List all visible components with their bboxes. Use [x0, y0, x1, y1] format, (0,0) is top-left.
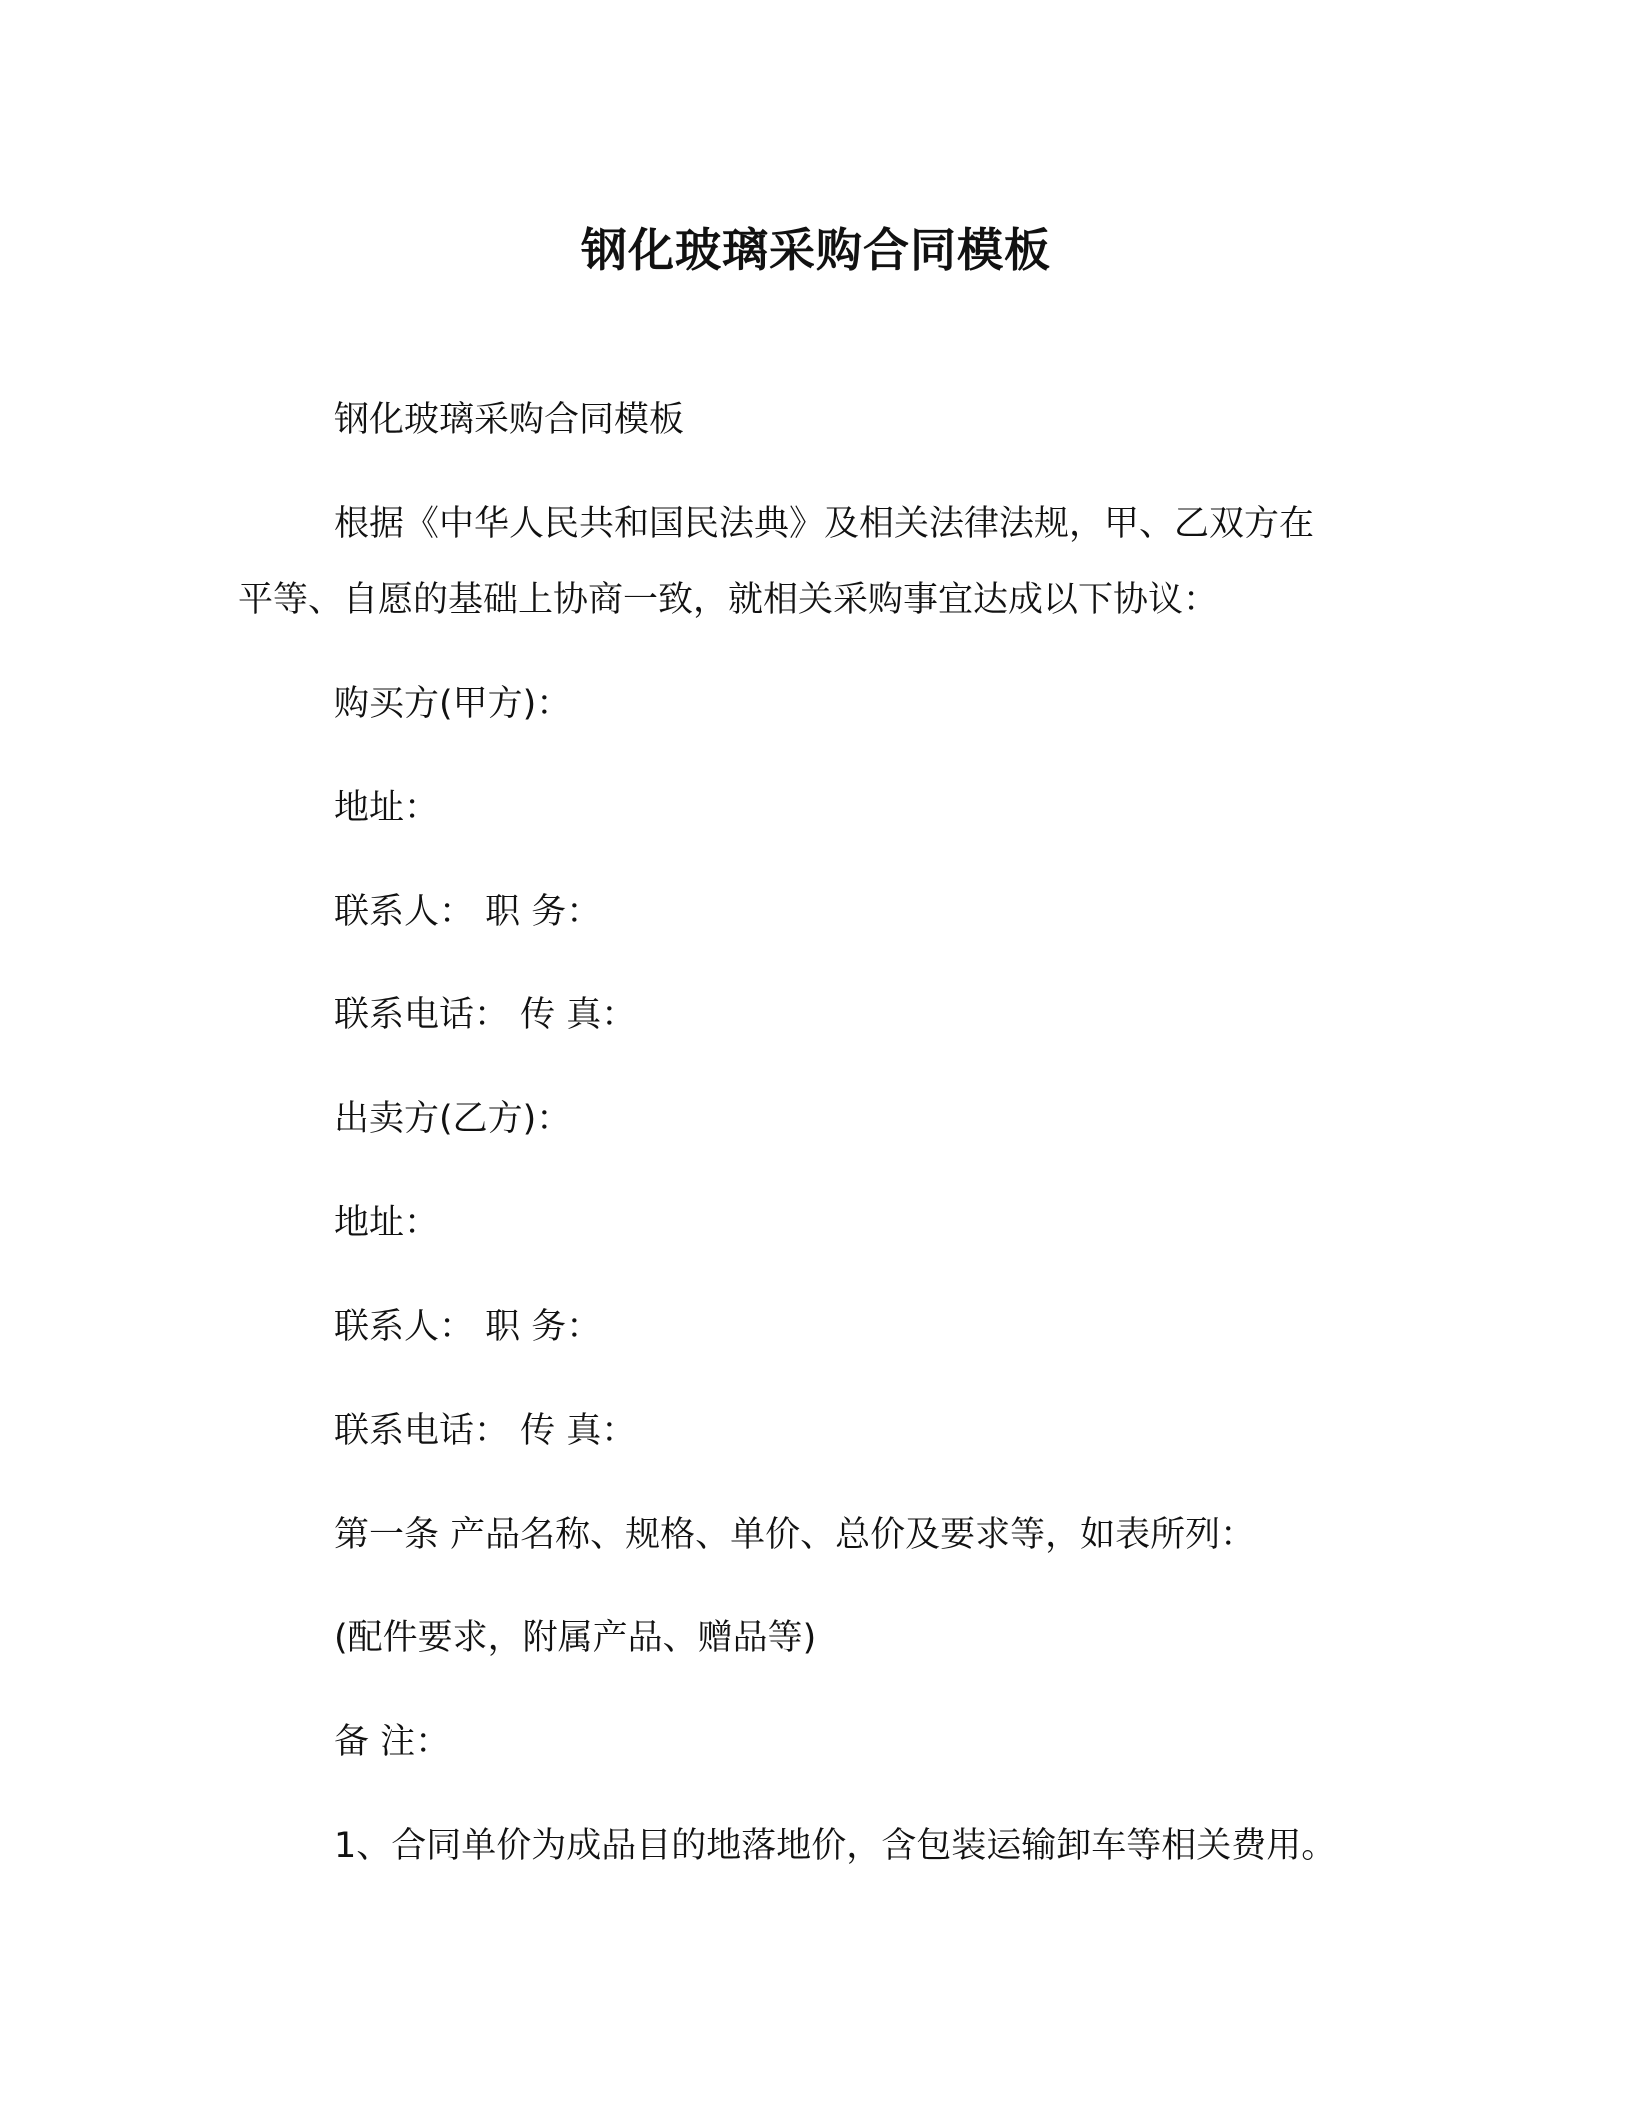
- remark-1: 1、合同单价为成品目的地落地价，含包装运输卸车等相关费用。: [334, 1826, 1337, 1866]
- intro-paragraph-line-1: 根据《中华人民共和国民法典》及相关法律法规，甲、乙双方在: [334, 504, 1315, 544]
- article-1: 第一条 产品名称、规格、单价、总价及要求等，如表所列：: [334, 1515, 1256, 1555]
- buyer-contact: 联系人： 职 务：: [334, 892, 602, 932]
- buyer-address: 地址：: [334, 788, 440, 828]
- accessories-note: (配件要求，附属产品、赠品等): [334, 1618, 817, 1658]
- remarks-label: 备 注：: [334, 1722, 451, 1762]
- buyer-label: 购买方(甲方)：: [334, 684, 572, 724]
- document-subtitle: 钢化玻璃采购合同模板: [334, 400, 685, 440]
- seller-address: 地址：: [334, 1203, 440, 1243]
- seller-phone: 联系电话： 传 真：: [334, 1411, 637, 1451]
- seller-label: 出卖方(乙方)：: [334, 1099, 572, 1139]
- seller-contact: 联系人： 职 务：: [334, 1307, 602, 1347]
- intro-paragraph-line-2: 平等、自愿的基础上协商一致，就相关采购事宜达成以下协议：: [238, 580, 1219, 620]
- buyer-phone: 联系电话： 传 真：: [334, 995, 637, 1035]
- document-title: 钢化玻璃采购合同模板: [581, 223, 1051, 277]
